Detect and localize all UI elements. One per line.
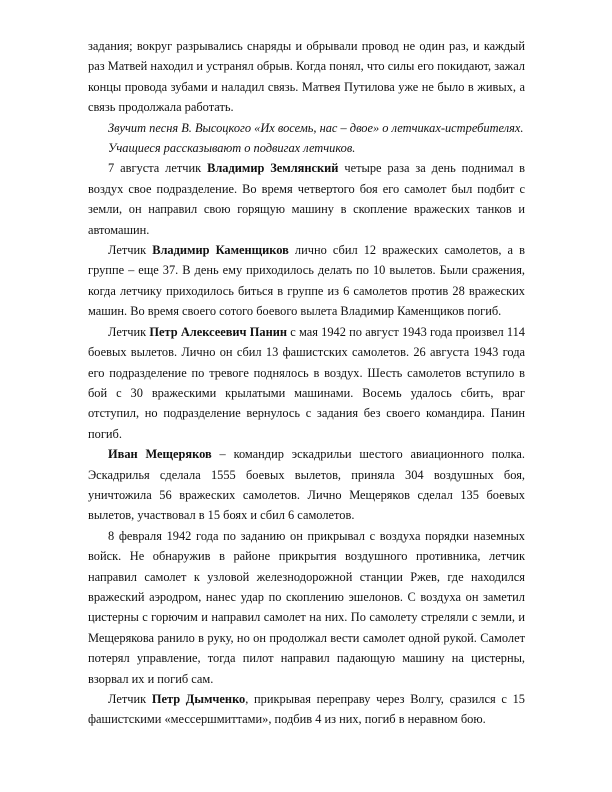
pilot-name: Владимир Каменщиков [152, 243, 289, 258]
pilot-name: Петр Дымченко [151, 692, 246, 706]
paragraph-kamenshchikov [88, 240, 525, 322]
text-run: , прикрывая переправу через Волгу, сразился с 15 фашистскими «мессершмиттами», подбив 4 из них, погиб в неравном бою. [88, 692, 525, 727]
text-run: 8 февраля 1942 года по заданию он прикрывал с воздуха порядки наземных войск. Не обнаружив в районе прикрытия воздушного противника, летчик направил самолет к узловой железнодорожной станции Ржев, где находился вражеский аэродром, нанес удар по скоплению эшелонов. С воздуха он заметил цистерны с горючим и направил самолет на них. По самолету стреляли с земли, и Мещерякова ранило в руку, но он продолжал вести самолет одной рукой. Самолет потерял управление, тогда пилот направил падающую машину на цистерны, взорвал их и погиб сам. [88, 528, 525, 686]
text-run: задания; вокруг разрывались снаряды и обрывали провод не один раз, и каждый раз Матвей находил и устранял обрыв. Когда понял, что силы его покидают, зажал концы провода зубами и наладил связь. Матвея Путилова уже не было в живых, а связь продолжала работать. [88, 39, 525, 115]
paragraph-song-note [88, 118, 525, 138]
text-run: Учащиеся рассказывают о подвигах летчиков. [108, 141, 356, 156]
paragraph-zemlyansky [88, 158, 525, 240]
document-page [88, 36, 525, 730]
paragraph-panin [88, 322, 525, 444]
paragraph-students-note [88, 138, 525, 158]
text-run: Звучит песня В. Высоцкого «Их восемь, нас – двое» о летчиках-истребителях. [108, 120, 524, 135]
text-run: лично сбил 12 вражеских самолетов, а в группе – еще 37. В день ему приходилось делать по 10 вылетов. Были сражения, когда летчику приходилось биться в группе из 6 самолетов против 28 вражеских машин. Во время своего сотого боевого вылета Владимир Каменщиков погиб. [88, 243, 525, 319]
text-run: с мая 1942 по август 1943 года произвел 114 боевых вылетов. Лично он сбил 13 фашистских самолетов. 26 августа 1943 года его подразделение по тревоге поднялось в воздух. Шесть самолетов вступило в бой с 30 вражескими крылатыми машинами. Восемь удалось сбить, враг отступил, но подразделение вернулось с задания без своего командира. Панин погиб. [88, 324, 525, 441]
pilot-name: Иван Мещеряков [108, 447, 212, 462]
pilot-name: Владимир Землянский [207, 161, 339, 176]
text-run: – командир эскадрильи шестого авиационного полка. Эскадрилья сделала 1555 боевых вылетов, приняла 304 воздушных боя, уничтожила 56 вражеских самолетов. Лично Мещеряков сделал 135 боевых вылетов, участвовал в 15 боях и сбил 6 самолетов. [88, 447, 526, 523]
text-run: Летчик [108, 324, 150, 339]
text-run: четыре раза за день поднимал в воздух свое подразделение. Во время четвертого боя его самолет был подбит с земли, он направил свою горящую машину в скопление вражеских танков и автомашин. [88, 161, 525, 237]
paragraph-dymchenko [88, 689, 525, 730]
paragraph-feb-1942 [88, 526, 525, 689]
pilot-name: Петр Алексеевич Панин [149, 324, 288, 339]
text-run: Летчик [108, 692, 152, 706]
paragraph-putilov-end [88, 36, 525, 118]
text-run: Летчик [108, 243, 153, 258]
text-run: 7 августа летчик [108, 161, 208, 176]
paragraph-meshcheryakov [88, 444, 525, 526]
